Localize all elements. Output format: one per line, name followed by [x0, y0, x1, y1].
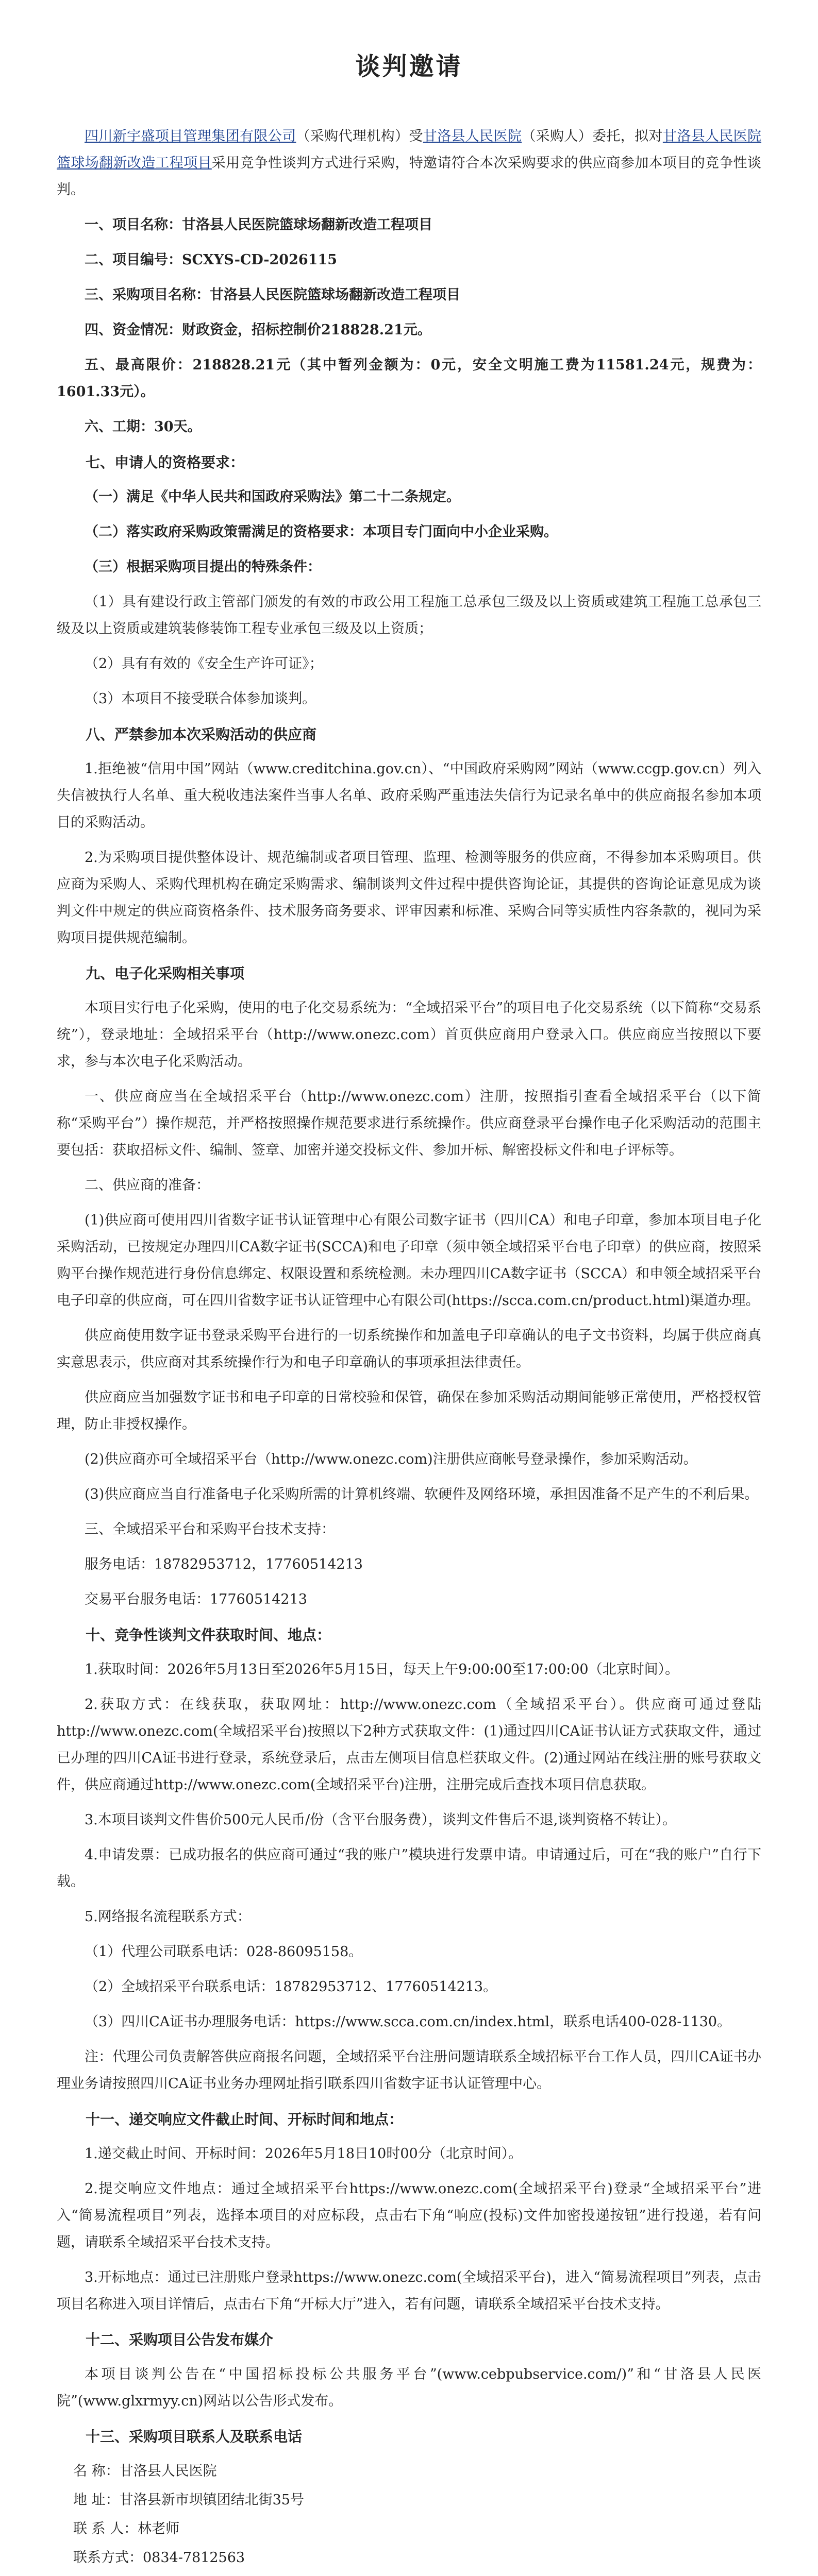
document-access-paragraph: 2.获取方式：在线获取，获取网址：http://www.onezc.com（全域招采平台）。供应商可通过登陆http://www.onezc.com(全域招采平台)按照以下2种方式获取文件：(1)通过四川CA证书认证方式获取文件，通过已办理的四川CA证书进行登录，系统登录后，点击左侧项目信息栏获取文件。(2)通过网站在线注册的账号获取文件，供应商通过http://www.onezc.com(全域招采平台)注册，注册完成后查找本项目信息获取。: [57, 1697, 761, 1793]
project-name: 甘洛县人民医院篮球场翻新改造工程项目: [57, 128, 762, 171]
e-procurement-paragraph: 二、供应商的准备：: [85, 1177, 210, 1193]
publication-media: 本项目谈判公告在“中国招标投标公共服务平台”(www.cebpubservice.com/)”和“甘洛县人民医院”(www.glxrmyy.cn)网站以公告形式发布。: [57, 2366, 761, 2409]
basic-item: 一、项目名称：甘洛县人民医院篮球场翻新改造工程项目: [85, 217, 432, 233]
e-procurement-paragraph: 供应商使用数字证书登录采购平台进行的一切系统操作和加盖电子印章确认的电子文书资料，均属于供应商真实意思表示，供应商对其系统操作行为和电子印章确认的事项承担法律责任。: [57, 1328, 761, 1370]
document-access-paragraph: 4.申请发票：已成功报名的供应商可通过“我的账户”模块进行发票申请。申请通过后，可在“我的账户”自行下载。: [57, 1847, 761, 1890]
document-access-paragraph: （3）四川CA证书办理服务电话：https://www.scca.com.cn/index.html，联系电话400-028-1130。: [85, 2014, 731, 2030]
document-access-paragraph: 3.本项目谈判文件售价500元人民币/份（含平台服务费），谈判文件售后不退,谈判资格不转让）。: [85, 1812, 676, 1828]
intro-text-1: （采购代理机构）受: [296, 128, 423, 144]
e-procurement-paragraph: (3)供应商应当自行准备电子化采购所需的计算机终端、软硬件及网络环境，承担因准备不足产生的不利后果。: [85, 1486, 759, 1502]
section-12-title: 十二、采购项目公告发布媒介: [86, 2331, 274, 2348]
purchaser-name: 甘洛县人民医院: [423, 128, 522, 144]
submission-paragraph: 1.递交截止时间、开标时间：2026年5月18日10时00分（北京时间）。: [85, 2146, 523, 2162]
contact-line: 联 系 人：林老师: [73, 2521, 180, 2537]
service-phone: 服务电话：18782953712，17760514213: [85, 1556, 363, 1572]
qualification-item: （二）落实政府采购政策需满足的资格要求：本项目专门面向中小企业采购。: [85, 524, 558, 540]
basic-item: 三、采购项目名称：甘洛县人民医院篮球场翻新改造工程项目: [85, 287, 460, 303]
submission-paragraph: 3.开标地点：通过已注册账户登录https://www.onezc.com(全域招采平台)，进入“简易流程项目”列表，点击项目名称进入项目详情后，点击右下角“开标大厅”进入，若有问题，请联系全域招采平台技术支持。: [57, 2269, 761, 2312]
section-10-title: 十、竞争性谈判文件获取时间、地点：: [86, 1626, 331, 1643]
basic-item: 六、工期：30天。: [85, 419, 202, 435]
contact-line: 地 址：甘洛县新市坝镇团结北街35号: [73, 2492, 304, 2508]
qualification-item: （三）根据采购项目提出的特殊条件：: [85, 559, 321, 575]
section-9-title: 九、电子化采购相关事项: [86, 965, 245, 982]
document-access-paragraph: （1）代理公司联系电话：028-86095158。: [85, 1944, 363, 1960]
basic-item: 四、资金情况：财政资金，招标控制价218828.21元。: [85, 322, 431, 338]
special-condition: （1）具有建设行政主管部门颁发的有效的市政公用工程施工总承包三级及以上资质或建筑工程施工总承包三级及以上资质或建筑装修装饰工程专业承包三级及以上资质；: [57, 594, 761, 637]
basic-item: 二、项目编号：SCXYS-CD-2026115: [85, 252, 338, 268]
contact-line: [73, 2573, 761, 2576]
e-procurement-paragraph: 本项目实行电子化采购，使用的电子化交易系统为：“全域招采平台”的项目电子化交易系统（以下简称“交易系统”），登录地址：全域招采平台（http://www.onezc.com）首页供应商用户登录入口。供应商应当按照以下要求，参与本次电子化采购活动。: [57, 1000, 761, 1070]
page-title: 谈判邀请: [355, 52, 463, 81]
e-procurement-paragraph: (1)供应商可使用四川省数字证书认证管理中心有限公司数字证书（四川CA）和电子印章，参加本项目电子化采购活动，已按规定办理四川CA数字证书(SCCA)和电子印章（须申领全域招采平台电子印章）的供应商，按照采购平台操作规范进行身份信息绑定、权限设置和系统检测。未办理四川CA数字证书（SCCA）和申领全域招采平台电子印章的供应商，可在四川省数字证书认证管理中心有限公司(https://scca.com.cn/product.html)渠道办理。: [57, 1212, 761, 1309]
e-procurement-paragraph: 供应商应当加强数字证书和电子印章的日常校验和保管，确保在参加采购活动期间能够正常使用，严格授权管理，防止非授权操作。: [57, 1389, 761, 1432]
document-access-paragraph: 注：代理公司负责解答供应商报名问题，全域招采平台注册问题请联系全域招标平台工作人员，四川CA证书办理业务请按照四川CA证书业务办理网址指引联系四川省数字证书认证管理中心。: [57, 2049, 761, 2092]
intro-text-2: （采购人）委托，拟对: [522, 128, 663, 144]
agency-contact: [73, 2573, 761, 2576]
contact-line: 名 称：甘洛县人民医院: [73, 2463, 217, 2479]
intro-paragraph: [57, 123, 761, 204]
document-access-paragraph: 5.网络报名流程联系方式：: [85, 1909, 251, 1925]
basic-item: 五、最高限价：218828.21元（其中暂列金额为：0元，安全文明施工费为11581.24元，规费为：1601.33元）。: [57, 357, 761, 400]
submission-paragraph: 2.提交响应文件地点：通过全域招采平台https://www.onezc.com(全域招采平台)登录“全域招采平台”进入“简易流程项目”列表，选择本项目的对应标段，点击右下角“响应(投标)文件加密投递按钮”进行投递，若有问题，请联系全域招采平台技术支持。: [57, 2181, 761, 2250]
purchaser-contact: [73, 2458, 761, 2571]
document-access-paragraph: （2）全域招采平台联系电话：18782953712、17760514213。: [85, 1979, 497, 1995]
section-8-title: 八、严禁参加本次采购活动的供应商: [86, 726, 317, 743]
intro-text-3: 采用竞争性谈判方式进行采购，特邀请符合本次采购要求的供应商参加本项目的竞争性谈判。: [57, 155, 762, 198]
special-condition: （2）具有有效的《安全生产许可证》；: [85, 656, 323, 672]
prohibited-item: 1.拒绝被“信用中国”网站（www.creditchina.gov.cn）、“中国政府采购网”网站（www.ccgp.gov.cn）列入失信被执行人名单、重大税收违法案件当事人名单、政府采购严重违法失信行为记录名单中的供应商报名参加本项目的采购活动。: [57, 761, 761, 831]
document-access-paragraph: 1.获取时间：2026年5月13日至2026年5月15日，每天上午9:00:00至17:00:00（北京时间）。: [85, 1662, 679, 1677]
special-condition: （3）本项目不接受联合体参加谈判。: [85, 691, 316, 707]
section-13-title: 十三、采购项目联系人及联系电话: [86, 2428, 303, 2445]
contact-line: 联系方式：0834-7812563: [73, 2550, 245, 2566]
agency-name: 四川新宇盛项目管理集团有限公司: [85, 128, 296, 144]
e-procurement-paragraph: 一、供应商应当在全域招采平台（http://www.onezc.com）注册，按照指引查看全域招采平台（以下简称“采购平台”）操作规范，并严格按照操作规范要求进行系统操作。供应商登录平台操作电子化采购活动的范围主要包括：获取招标文件、编制、签章、加密并递交投标文件、参加开标、解密投标文件和电子评标等。: [57, 1089, 761, 1158]
qualification-item: （一）满足《中华人民共和国政府采购法》第二十二条规定。: [85, 489, 460, 505]
section-11-title: 十一、递交响应文件截止时间、开标时间和地点：: [86, 2111, 404, 2128]
service-phone: 交易平台服务电话：17760514213: [85, 1591, 307, 1607]
section-7-title: 七、申请人的资格要求：: [86, 454, 245, 471]
e-procurement-paragraph: 三、全域招采平台和采购平台技术支持：: [85, 1521, 335, 1537]
e-procurement-paragraph: (2)供应商亦可全域招采平台（http://www.onezc.com)注册供应商帐号登录操作，参加采购活动。: [85, 1451, 697, 1467]
prohibited-item: 2.为采购项目提供整体设计、规范编制或者项目管理、监理、检测等服务的供应商，不得参加本采购项目。供应商为采购人、采购代理机构在确定采购需求、编制谈判文件过程中提供咨询论证，其提供的咨询论证意见成为谈判文件中规定的供应商资格条件、技术服务商务要求、评审因素和标准、采购合同等实质性内容条款的，视同为采购项目提供规范编制。: [57, 850, 761, 946]
